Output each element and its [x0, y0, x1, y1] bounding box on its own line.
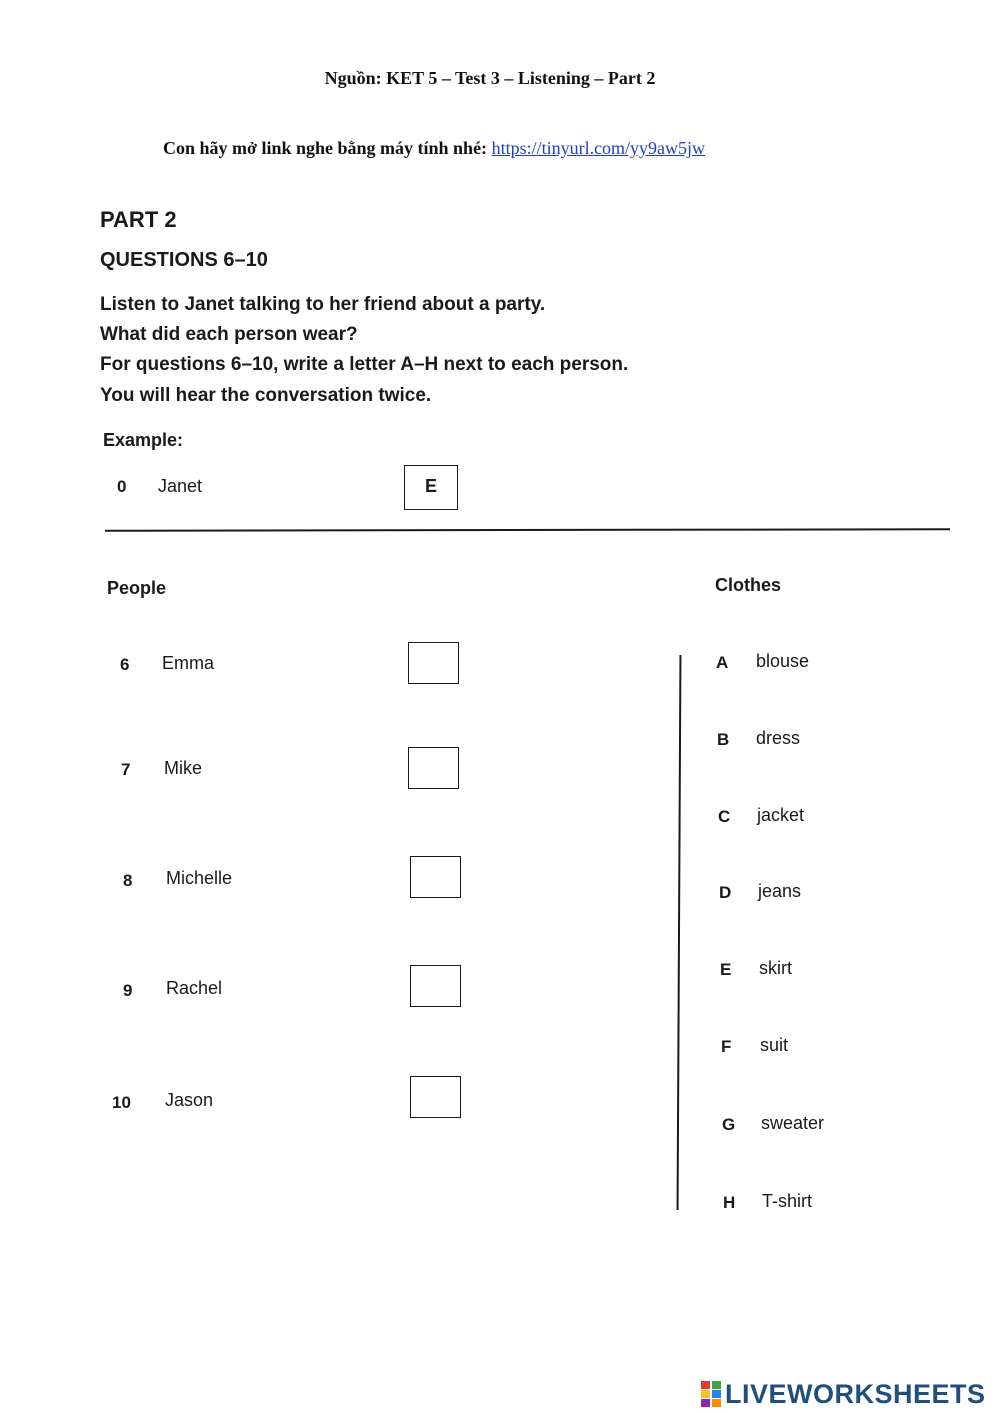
- clothes-letter: A: [716, 653, 729, 672]
- clothes-item: T-shirt: [762, 1191, 813, 1211]
- person-number: 6: [120, 655, 130, 674]
- person-name: Mike: [164, 758, 203, 778]
- clothes-letter: H: [723, 1193, 736, 1212]
- clothes-item: dress: [756, 728, 801, 748]
- answer-box-7[interactable]: [408, 747, 459, 789]
- person-number: 9: [123, 981, 133, 1000]
- clothes-letter: B: [717, 730, 730, 749]
- audio-link[interactable]: https://tinyurl.com/yy9aw5jw: [491, 138, 706, 158]
- person-name: Emma: [162, 653, 215, 673]
- liveworksheets-logo-text: LIVEWORKSHEETS: [725, 1378, 986, 1409]
- source-line: Nguồn: KET 5 – Test 3 – Listening – Part 2: [324, 68, 656, 88]
- example-name: Janet: [158, 476, 203, 496]
- answer-box-9[interactable]: [410, 965, 461, 1007]
- instruction-line-3: For questions 6–10, write a letter A–H next to each person.: [100, 354, 629, 375]
- column-divider: [677, 655, 682, 1210]
- people-heading: People: [107, 578, 167, 598]
- answer-box-8[interactable]: [410, 856, 461, 898]
- instruction-prefix: Con hãy mở link nghe bằng máy tính nhé:: [163, 138, 488, 158]
- instruction-line-4: You will hear the conversation twice.: [100, 385, 432, 406]
- separator-line: [105, 528, 950, 531]
- person-name: Jason: [165, 1090, 214, 1110]
- answer-box-10[interactable]: [410, 1076, 461, 1118]
- person-name: Rachel: [166, 978, 223, 998]
- clothes-heading: Clothes: [715, 575, 782, 595]
- clothes-item: skirt: [759, 958, 792, 978]
- person-number: 8: [123, 871, 133, 890]
- instruction-line-1: Listen to Janet talking to her friend about a party.: [100, 294, 546, 315]
- clothes-item: sweater: [761, 1113, 825, 1133]
- questions-title: QUESTIONS 6–10: [100, 249, 268, 271]
- clothes-letter: C: [718, 807, 731, 826]
- instruction-line-2: What did each person wear?: [100, 324, 358, 345]
- liveworksheets-logo: [700, 1378, 986, 1410]
- clothes-letter: G: [722, 1115, 736, 1134]
- clothes-letter: F: [721, 1037, 732, 1056]
- person-name: Michelle: [166, 868, 233, 888]
- clothes-letter: E: [720, 960, 732, 979]
- example-answer-box: E: [404, 465, 458, 510]
- example-label: Example:: [103, 430, 184, 450]
- part-title: PART 2: [100, 207, 177, 232]
- example-number: 0: [117, 477, 127, 496]
- liveworksheets-logo-icon: [700, 1380, 722, 1408]
- clothes-item: blouse: [756, 651, 810, 671]
- person-number: 7: [121, 760, 131, 779]
- person-number: 10: [112, 1093, 131, 1112]
- clothes-item: jeans: [758, 881, 802, 901]
- clothes-item: suit: [760, 1035, 789, 1055]
- answer-box-6[interactable]: [408, 642, 459, 684]
- clothes-letter: D: [719, 883, 732, 902]
- clothes-item: jacket: [757, 805, 805, 825]
- listening-instruction: [163, 138, 705, 159]
